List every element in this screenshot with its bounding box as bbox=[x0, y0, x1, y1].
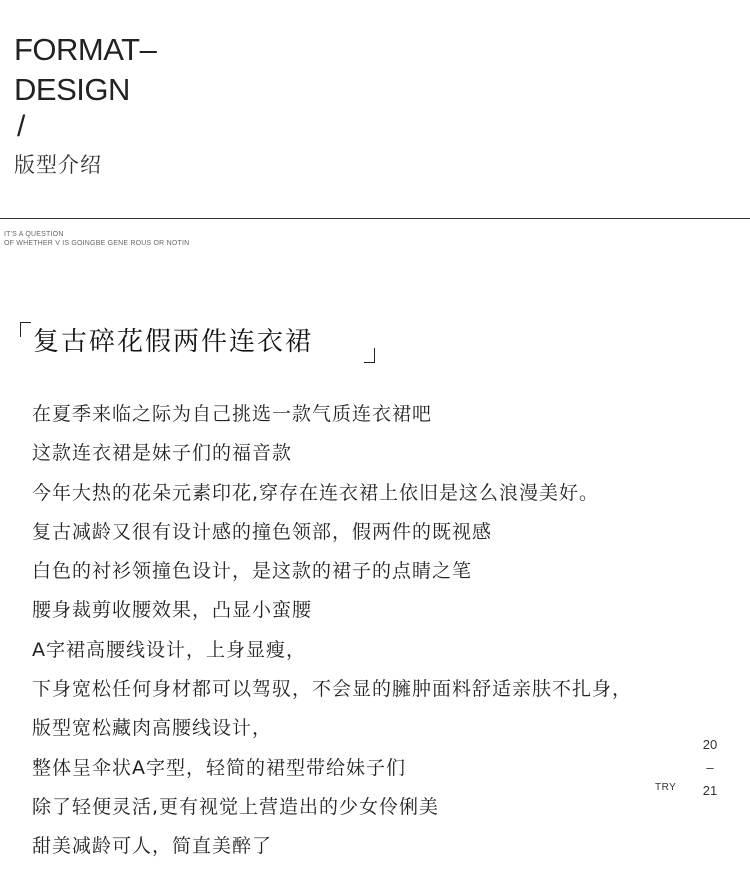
product-title: 复古碎花假两件连衣裙 bbox=[33, 327, 314, 357]
year-mark-dash: – bbox=[706, 760, 714, 775]
year-mark bbox=[690, 733, 730, 802]
product-title-block bbox=[18, 318, 388, 370]
corner-bracket-close-icon bbox=[364, 348, 375, 363]
description-line: 复古减龄又很有设计感的撞色领部，假两件的既视感 bbox=[32, 520, 493, 543]
description-line: 版型宽松藏肉高腰线设计， bbox=[32, 717, 273, 740]
description-line: A字裙高腰线设计，上身显瘦， bbox=[32, 638, 306, 661]
corner-bracket-open-icon bbox=[20, 322, 31, 337]
heading-line-format: FORMAT– bbox=[14, 32, 157, 67]
description-line: 今年大热的花朵元素印花,穿存在连衣裙上依旧是这么浪漫美好。 bbox=[32, 481, 600, 504]
try-label: TRY bbox=[655, 782, 677, 793]
description-line: 腰身裁剪收腰效果，凸显小蛮腰 bbox=[32, 599, 313, 622]
tagline-line-2: OF WHETHER V IS GOINGBE GENE ROUS OR NOTIN bbox=[4, 240, 190, 247]
description-line: 这款连衣裙是妹子们的福音款 bbox=[32, 442, 293, 465]
header-divider bbox=[0, 218, 750, 219]
tagline-line-1: IT'S A QUESTION bbox=[4, 231, 64, 238]
page-heading bbox=[14, 30, 156, 110]
section-subtitle: 版型介绍 bbox=[14, 153, 102, 177]
description-line: 整体呈伞状A字型，轻简的裙型带给妹子们 bbox=[32, 756, 406, 779]
description-line: 在夏季来临之际为自己挑选一款气质连衣裙吧 bbox=[32, 403, 433, 425]
year-mark-top: 20 bbox=[702, 737, 718, 752]
heading-slash: / bbox=[17, 110, 26, 143]
heading-line-design: DESIGN bbox=[14, 72, 130, 107]
description-line: 白色的衬衫领撞色设计，是这款的裙子的点睛之笔 bbox=[32, 560, 473, 583]
tagline bbox=[4, 230, 189, 248]
description-line: 除了轻便灵活,更有视觉上营造出的少女伶俐美 bbox=[32, 795, 440, 818]
description-text bbox=[32, 395, 732, 867]
description-line: 下身宽松任何身材都可以驾驭，不会显的臃肿面料舒适亲肤不扎身， bbox=[32, 678, 633, 701]
year-mark-bottom: 21 bbox=[702, 783, 718, 798]
description-line: 甜美减龄可人，简直美醉了 bbox=[32, 835, 273, 858]
